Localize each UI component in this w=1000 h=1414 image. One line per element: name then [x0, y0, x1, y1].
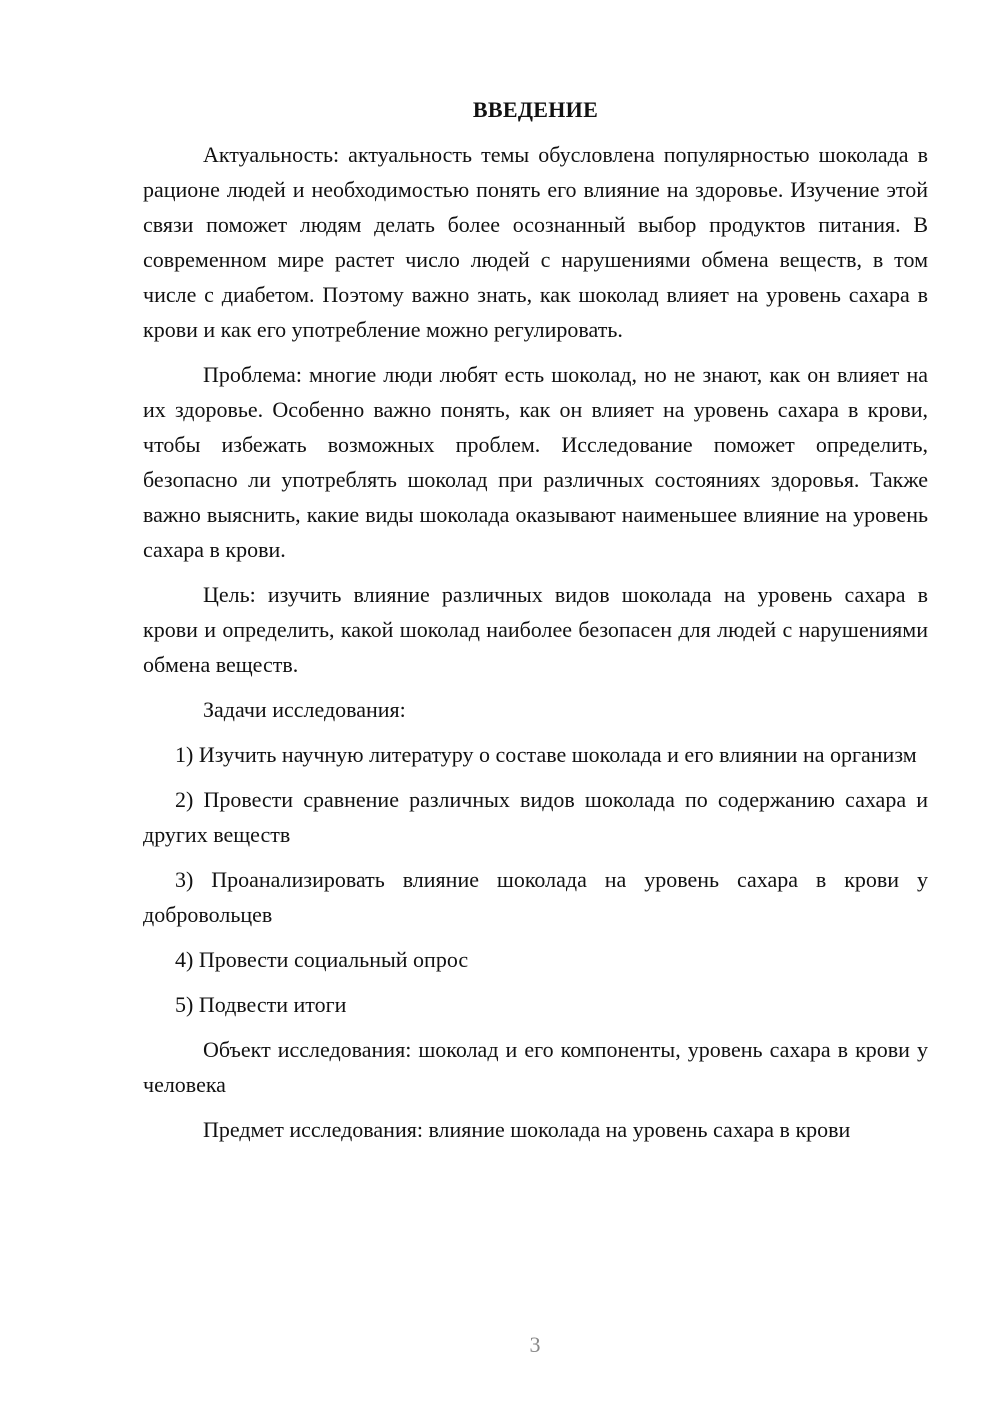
task-item: 2) Провести сравнение различных видов шоколада по содержанию сахара и других веществ — [143, 787, 928, 847]
page-number: 3 — [529, 1332, 541, 1357]
section-heading: ВВЕДЕНИЕ — [472, 97, 599, 122]
task-item: 1) Изучить научную литературу о составе шоколада и его влиянии на организм — [175, 742, 917, 767]
task-item: 3) Проанализировать влияние шоколада на уровень сахара в крови у добровольцев — [143, 867, 928, 927]
subject-paragraph: Предмет исследования: влияние шоколада на уровень сахара в крови — [203, 1117, 851, 1142]
task-item: 5) Подвести итоги — [175, 992, 347, 1017]
object-paragraph: Объект исследования: шоколад и его компоненты, уровень сахара в крови у человека — [143, 1037, 928, 1097]
task-item: 4) Провести социальный опрос — [175, 947, 469, 972]
relevance-paragraph: Актуальность: актуальность темы обусловлена популярностью шоколада в рационе людей и необходимостью понять его влияние на здоровье. Изучение этой связи поможет людям делать более осознанный выбор продуктов питания. В современном мире растет число людей с нарушениями обмена веществ, в том числе с диабетом. Поэтому важно знать, как шоколад влияет на уровень сахара в крови и как его употребление можно регулировать. — [143, 142, 928, 342]
tasks-heading: Задачи исследования: — [203, 697, 406, 722]
goal-paragraph: Цель: изучить влияние различных видов шоколада на уровень сахара в крови и определить, какой шоколад наиболее безопасен для людей с нарушениями обмена веществ. — [143, 582, 928, 677]
page-content — [143, 95, 928, 1157]
problem-paragraph: Проблема: многие люди любят есть шоколад, но не знают, как он влияет на их здоровье. Особенно важно понять, как он влияет на уровень сахара в крови, чтобы избежать возможных проблем. Исследование поможет определить, безопасно ли употреблять шоколад при различных состояниях здоровья. Также важно выяснить, какие виды шоколада оказывают наименьшее влияние на уровень сахара в крови. — [143, 362, 928, 562]
